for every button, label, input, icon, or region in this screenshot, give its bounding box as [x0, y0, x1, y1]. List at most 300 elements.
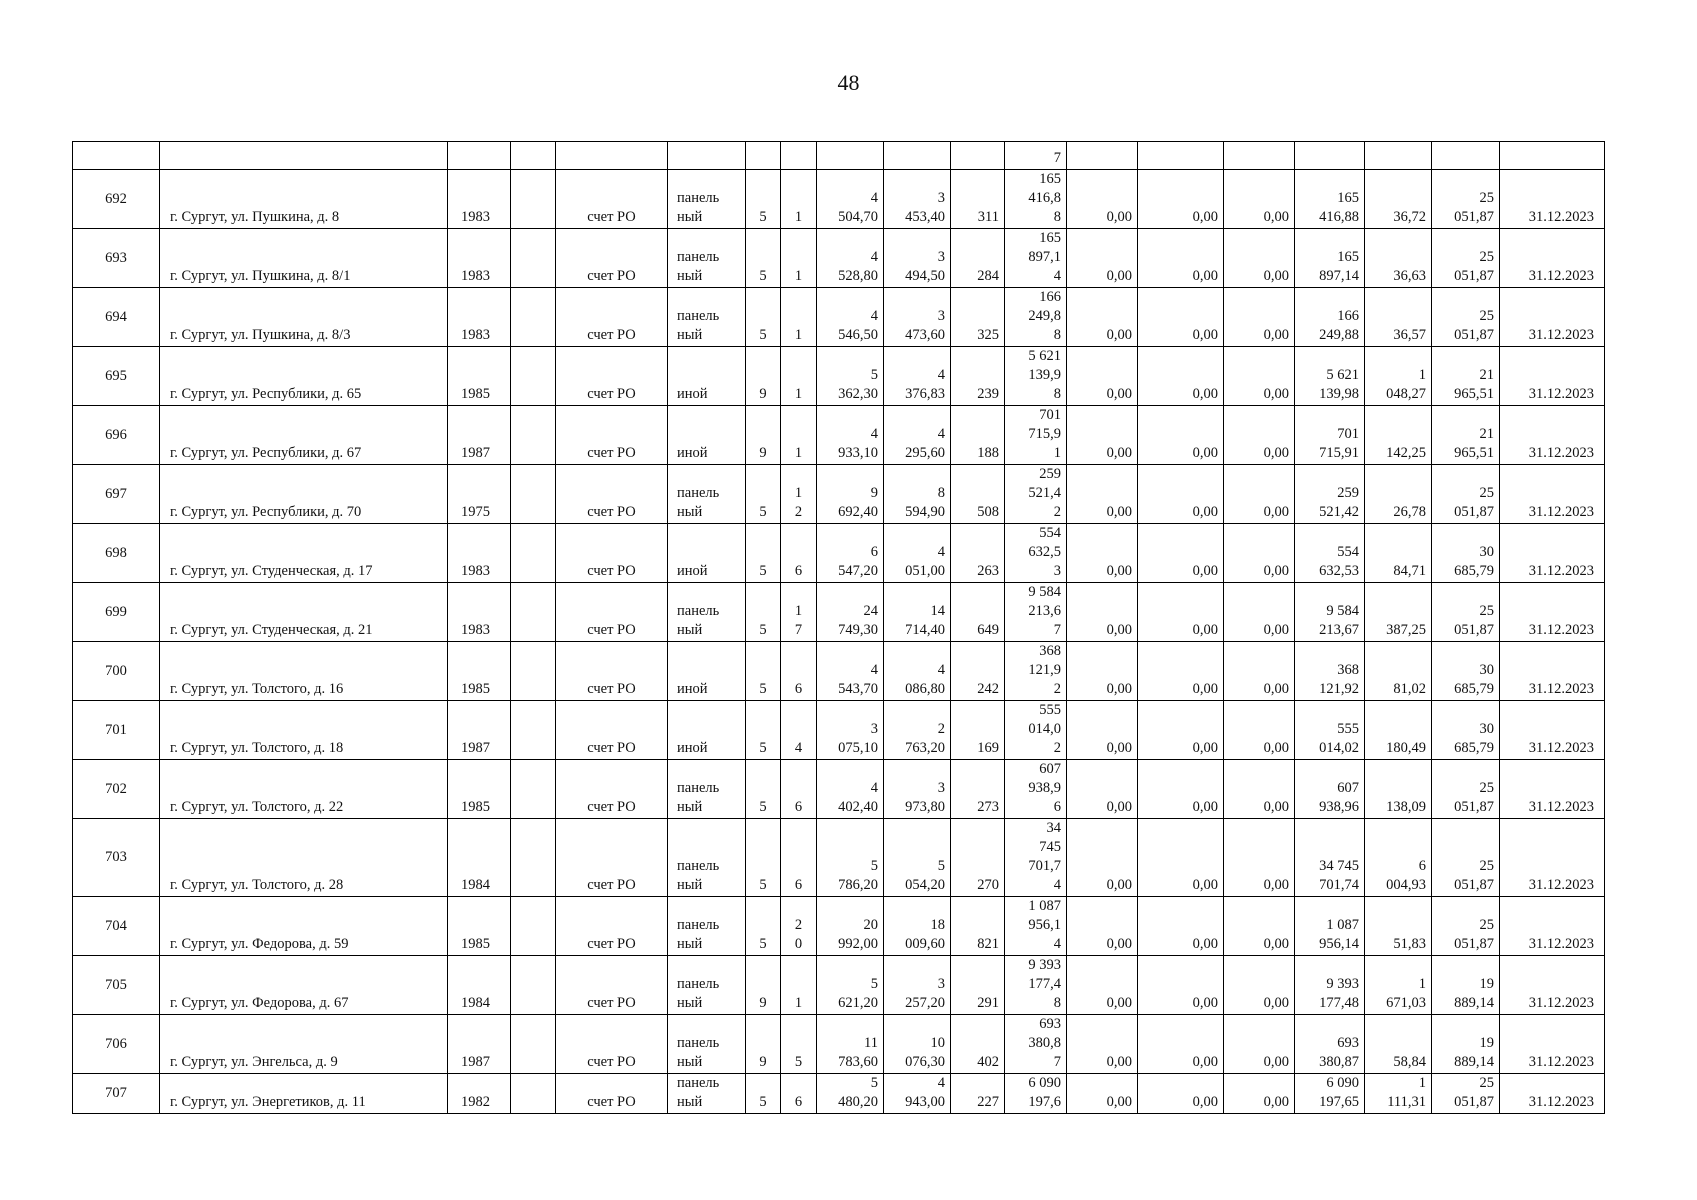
continuation-header-row	[73, 142, 1605, 170]
fund-2-cell: 0,00	[1138, 288, 1224, 347]
address-cell: г. Сургут, ул. Пушкина, д. 8	[160, 170, 448, 229]
repair-cost-line: 9 393	[1028, 957, 1061, 973]
repair-cost-cell	[1005, 347, 1067, 406]
fund-4-cell	[1295, 897, 1365, 956]
max-cost-line: 19	[1479, 1035, 1494, 1051]
living-area-line: 4	[937, 426, 945, 442]
max-cost-cell	[1432, 288, 1500, 347]
fund-4-cell	[1295, 1015, 1365, 1074]
fund-4-cell	[1295, 583, 1365, 642]
total-area-line: 5	[870, 976, 878, 992]
wall-material-line: ный	[677, 799, 703, 815]
floors-cell: 9	[746, 406, 781, 465]
specific-cost-line: 1	[1418, 367, 1426, 383]
total-area-line: 402,40	[838, 799, 878, 815]
repair-cost-line: 8	[1053, 327, 1061, 343]
max-cost-line: 25	[1479, 917, 1494, 933]
entrances-line: 6	[794, 681, 803, 697]
max-cost-line: 30	[1479, 662, 1494, 678]
row-number-cell: 699	[73, 583, 160, 642]
fund-4-line: 121,92	[1319, 681, 1359, 697]
wall-material-cell	[668, 583, 746, 642]
fund-1-cell: 0,00	[1067, 583, 1138, 642]
wall-material-line: панель	[677, 780, 720, 796]
repair-cost-line: 259	[1039, 466, 1061, 482]
living-area-cell	[884, 1074, 951, 1114]
wall-material-cell	[668, 288, 746, 347]
fund-4-cell	[1295, 347, 1365, 406]
total-area-line: 5	[870, 1075, 878, 1091]
total-area-cell	[817, 288, 884, 347]
living-area-cell	[884, 406, 951, 465]
entrances-cell	[781, 170, 817, 229]
max-cost-line: 21	[1479, 426, 1494, 442]
table-row	[73, 701, 1605, 760]
fund-3-cell: 0,00	[1224, 1015, 1295, 1074]
max-cost-line: 25	[1479, 190, 1494, 206]
living-area-cell	[884, 642, 951, 701]
account-type-cell: счет РО	[556, 760, 668, 819]
total-area-line: 692,40	[838, 504, 878, 520]
wall-material-line: ный	[677, 1094, 703, 1110]
address-cell: г. Сургут, ул. Студенческая, д. 21	[160, 583, 448, 642]
repair-cost-line: 6	[1053, 799, 1061, 815]
deadline-date-cell: 31.12.2023	[1500, 897, 1605, 956]
repair-cost-line: 7	[1053, 622, 1061, 638]
account-type-cell: счет РО	[556, 524, 668, 583]
fund-4-line: 693	[1337, 1035, 1359, 1051]
empty-cell	[511, 229, 556, 288]
repair-cost-cell	[1005, 819, 1067, 897]
address-cell: г. Сургут, ул. Толстого, д. 28	[160, 819, 448, 897]
total-area-line: 11	[864, 1035, 878, 1051]
specific-cost-cell: 81,02	[1365, 642, 1432, 701]
repair-cost-line: 165	[1039, 230, 1061, 246]
wall-material-line: ный	[677, 327, 703, 343]
repair-cost-line: 5 621	[1028, 348, 1061, 364]
total-area-cell	[817, 1015, 884, 1074]
build-year-cell: 1983	[448, 524, 511, 583]
repair-cost-cell	[1005, 760, 1067, 819]
total-area-line: 5	[870, 367, 878, 383]
entrances-line: 1	[794, 327, 803, 343]
specific-cost-line: 004,93	[1386, 877, 1426, 893]
max-cost-line: 051,87	[1454, 799, 1494, 815]
wall-material-line: панель	[677, 976, 720, 992]
total-area-line: 933,10	[838, 445, 878, 461]
fund-3-cell: 0,00	[1224, 170, 1295, 229]
specific-cost-cell: 138,09	[1365, 760, 1432, 819]
address-cell: г. Сургут, ул. Энгельса, д. 9	[160, 1015, 448, 1074]
residents-cell: 291	[951, 956, 1005, 1015]
total-area-line: 6	[870, 544, 878, 560]
fund-3-cell: 0,00	[1224, 524, 1295, 583]
deadline-date-cell: 31.12.2023	[1500, 701, 1605, 760]
fund-4-line: 34 745	[1319, 858, 1359, 874]
wall-material-cell	[668, 760, 746, 819]
build-year-cell: 1982	[448, 1074, 511, 1114]
empty-cell	[511, 642, 556, 701]
address-cell: г. Сургут, ул. Толстого, д. 18	[160, 701, 448, 760]
max-cost-line: 30	[1479, 544, 1494, 560]
deadline-date-cell: 31.12.2023	[1500, 760, 1605, 819]
repair-cost-cell	[1005, 897, 1067, 956]
repair-cost-line: 8	[1053, 995, 1061, 1011]
row-number-cell: 694	[73, 288, 160, 347]
total-area-line: 4	[870, 308, 878, 324]
row-number-cell: 693	[73, 229, 160, 288]
fund-4-line: 177,48	[1319, 995, 1359, 1011]
row-number-cell: 696	[73, 406, 160, 465]
wall-material-line: ный	[677, 995, 703, 1011]
table-row	[73, 465, 1605, 524]
wall-material-cell	[668, 701, 746, 760]
residents-cell: 821	[951, 897, 1005, 956]
specific-cost-cell	[1365, 819, 1432, 897]
fund-2-cell: 0,00	[1138, 819, 1224, 897]
fund-3-cell: 0,00	[1224, 760, 1295, 819]
wall-material-line: ный	[677, 504, 703, 520]
residents-cell: 402	[951, 1015, 1005, 1074]
max-cost-line: 685,79	[1454, 740, 1494, 756]
table-row	[73, 897, 1605, 956]
fund-4-line: 701,74	[1319, 877, 1359, 893]
max-cost-cell	[1432, 170, 1500, 229]
repair-cost-line: 956,1	[1028, 917, 1061, 933]
row-number-cell: 704	[73, 897, 160, 956]
living-area-cell	[884, 170, 951, 229]
repair-cost-cell	[1005, 956, 1067, 1015]
entrances-line: 6	[794, 799, 803, 815]
living-area-line: 257,20	[905, 995, 945, 1011]
fund-3-cell: 0,00	[1224, 347, 1295, 406]
wall-material-cell	[668, 897, 746, 956]
fund-4-cell	[1295, 288, 1365, 347]
fund-1-cell: 0,00	[1067, 170, 1138, 229]
fund-4-cell	[1295, 956, 1365, 1015]
living-area-line: 973,80	[905, 799, 945, 815]
fund-4-line: 897,14	[1319, 268, 1359, 284]
entrances-cell	[781, 288, 817, 347]
fund-4-line: 416,88	[1319, 209, 1359, 225]
fund-3-cell: 0,00	[1224, 701, 1295, 760]
max-cost-line: 685,79	[1454, 681, 1494, 697]
living-area-cell	[884, 465, 951, 524]
total-area-cell	[817, 229, 884, 288]
living-area-line: 4	[937, 1075, 945, 1091]
fund-4-cell	[1295, 229, 1365, 288]
fund-4-line: 5 621	[1326, 367, 1359, 383]
living-area-line: 14	[930, 603, 945, 619]
total-area-line: 362,30	[838, 386, 878, 402]
specific-cost-cell: 36,63	[1365, 229, 1432, 288]
floors-cell: 5	[746, 642, 781, 701]
total-area-line: 528,80	[838, 268, 878, 284]
residents-cell: 649	[951, 583, 1005, 642]
residents-cell: 227	[951, 1074, 1005, 1114]
max-cost-cell	[1432, 465, 1500, 524]
build-year-cell: 1985	[448, 897, 511, 956]
fund-1-cell: 0,00	[1067, 701, 1138, 760]
account-type-cell: счет РО	[556, 897, 668, 956]
max-cost-line: 25	[1479, 308, 1494, 324]
fund-4-line: 213,67	[1319, 622, 1359, 638]
max-cost-line: 25	[1479, 858, 1494, 874]
floors-cell: 9	[746, 347, 781, 406]
fund-2-cell: 0,00	[1138, 229, 1224, 288]
living-area-line: 3	[937, 190, 945, 206]
fund-2-cell: 0,00	[1138, 701, 1224, 760]
wall-material-cell	[668, 1015, 746, 1074]
entrances-line: 1	[794, 209, 803, 225]
residents-cell: 270	[951, 819, 1005, 897]
entrances-line: 6	[794, 563, 803, 579]
fund-4-cell	[1295, 819, 1365, 897]
wall-material-line: панель	[677, 1075, 720, 1091]
address-cell: г. Сургут, ул. Толстого, д. 22	[160, 760, 448, 819]
entrances-line: 1	[794, 995, 803, 1011]
entrances-cell	[781, 465, 817, 524]
total-area-line: 4	[870, 662, 878, 678]
wall-material-cell	[668, 524, 746, 583]
row-number-cell: 706	[73, 1015, 160, 1074]
living-area-cell	[884, 897, 951, 956]
max-cost-line: 051,87	[1454, 327, 1494, 343]
living-area-line: 10	[930, 1035, 945, 1051]
living-area-line: 18	[930, 917, 945, 933]
empty-cell	[511, 819, 556, 897]
max-cost-cell	[1432, 642, 1500, 701]
repair-cost-line: 139,9	[1028, 367, 1061, 383]
table-row	[73, 524, 1605, 583]
living-area-cell	[884, 956, 951, 1015]
address-cell: г. Сургут, ул. Студенческая, д. 17	[160, 524, 448, 583]
account-type-cell: счет РО	[556, 465, 668, 524]
deadline-date-cell: 31.12.2023	[1500, 819, 1605, 897]
repair-cost-cell	[1005, 288, 1067, 347]
fund-4-cell	[1295, 1074, 1365, 1114]
account-type-cell: счет РО	[556, 642, 668, 701]
row-number-cell: 705	[73, 956, 160, 1015]
deadline-date-cell: 31.12.2023	[1500, 465, 1605, 524]
fund-4-cell	[1295, 465, 1365, 524]
repair-cost-cell	[1005, 170, 1067, 229]
max-cost-line: 051,87	[1454, 936, 1494, 952]
fund-2-cell: 0,00	[1138, 897, 1224, 956]
repair-cost-line: 715,9	[1028, 426, 1061, 442]
account-type-cell: счет РО	[556, 170, 668, 229]
floors-cell: 5	[746, 465, 781, 524]
specific-cost-cell: 36,57	[1365, 288, 1432, 347]
residents-cell: 188	[951, 406, 1005, 465]
repair-cost-line: 177,4	[1028, 976, 1061, 992]
total-area-line: 992,00	[838, 936, 878, 952]
total-area-line: 075,10	[838, 740, 878, 756]
empty-cell	[511, 288, 556, 347]
row-number-cell: 702	[73, 760, 160, 819]
residents-cell: 508	[951, 465, 1005, 524]
fund-4-line: 715,91	[1319, 445, 1359, 461]
repair-cost-line: 632,5	[1028, 544, 1061, 560]
fund-2-cell: 0,00	[1138, 1015, 1224, 1074]
floors-cell: 5	[746, 524, 781, 583]
specific-cost-line: 1	[1418, 976, 1426, 992]
fund-1-cell: 0,00	[1067, 956, 1138, 1015]
max-cost-line: 051,87	[1454, 622, 1494, 638]
repair-cost-line: 4	[1053, 268, 1061, 284]
address-cell: г. Сургут, ул. Федорова, д. 59	[160, 897, 448, 956]
entrances-line: 2	[794, 504, 803, 520]
repair-cost-line: 8	[1053, 209, 1061, 225]
entrances-cell	[781, 1074, 817, 1114]
entrances-line: 2	[794, 917, 803, 933]
max-cost-line: 685,79	[1454, 563, 1494, 579]
living-area-cell	[884, 229, 951, 288]
entrances-cell	[781, 956, 817, 1015]
residents-cell: 239	[951, 347, 1005, 406]
wall-material-cell	[668, 229, 746, 288]
fund-4-line: 259	[1337, 485, 1359, 501]
entrances-line: 6	[794, 877, 803, 893]
row-number-cell: 695	[73, 347, 160, 406]
repair-cost-cell	[1005, 1074, 1067, 1114]
repair-cost-line: 4	[1053, 877, 1061, 893]
fund-1-cell: 0,00	[1067, 1015, 1138, 1074]
specific-cost-line: 1	[1418, 1075, 1426, 1091]
entrances-line: 1	[794, 603, 803, 619]
specific-cost-cell: 387,25	[1365, 583, 1432, 642]
floors-cell: 5	[746, 170, 781, 229]
address-cell: г. Сургут, ул. Толстого, д. 16	[160, 642, 448, 701]
repair-cost-line: 7	[1053, 1054, 1061, 1070]
repair-cost-line: 416,8	[1028, 190, 1061, 206]
fund-2-cell: 0,00	[1138, 583, 1224, 642]
fund-4-line: 197,65	[1319, 1094, 1359, 1110]
repair-cost-line: 554	[1039, 525, 1061, 541]
deadline-date-cell: 31.12.2023	[1500, 524, 1605, 583]
address-cell: г. Сургут, ул. Пушкина, д. 8/1	[160, 229, 448, 288]
total-area-line: 543,70	[838, 681, 878, 697]
wall-material-line: панель	[677, 858, 720, 874]
living-area-line: 4	[937, 662, 945, 678]
wall-material-line: иной	[677, 681, 708, 697]
address-cell: г. Сургут, ул. Энергетиков, д. 11	[160, 1074, 448, 1114]
fund-1-cell: 0,00	[1067, 465, 1138, 524]
account-type-cell: счет РО	[556, 956, 668, 1015]
wall-material-cell	[668, 1074, 746, 1114]
total-area-line: 4	[870, 249, 878, 265]
wall-material-line: иной	[677, 740, 708, 756]
table-row	[73, 1015, 1605, 1074]
living-area-line: 5	[937, 858, 945, 874]
wall-material-cell	[668, 347, 746, 406]
max-cost-line: 051,87	[1454, 209, 1494, 225]
residents-cell: 169	[951, 701, 1005, 760]
living-area-line: 763,20	[905, 740, 945, 756]
repair-cost-line: 2	[1053, 740, 1061, 756]
build-year-cell: 1975	[448, 465, 511, 524]
deadline-date-cell: 31.12.2023	[1500, 1015, 1605, 1074]
max-cost-cell	[1432, 701, 1500, 760]
floors-cell: 5	[746, 701, 781, 760]
total-area-cell	[817, 170, 884, 229]
wall-material-line: панель	[677, 308, 720, 324]
total-area-cell	[817, 583, 884, 642]
total-area-line: 3	[870, 721, 878, 737]
entrances-cell	[781, 642, 817, 701]
wall-material-line: ный	[677, 936, 703, 952]
row-number-cell: 707	[73, 1074, 160, 1114]
fund-1-cell: 0,00	[1067, 347, 1138, 406]
repair-cost-line: 701,7	[1028, 858, 1061, 874]
fund-4-line: 380,87	[1319, 1054, 1359, 1070]
specific-cost-cell: 84,71	[1365, 524, 1432, 583]
fund-4-line: 1 087	[1326, 917, 1359, 933]
table-row	[73, 819, 1605, 897]
wall-material-cell	[668, 170, 746, 229]
max-cost-line: 889,14	[1454, 995, 1494, 1011]
max-cost-line: 21	[1479, 367, 1494, 383]
fund-4-line: 607	[1337, 780, 1359, 796]
living-area-line: 054,20	[905, 877, 945, 893]
total-area-line: 480,20	[838, 1094, 878, 1110]
deadline-date-cell: 31.12.2023	[1500, 288, 1605, 347]
empty-cell	[511, 465, 556, 524]
repair-cost-cell	[1005, 406, 1067, 465]
row-number-cell: 692	[73, 170, 160, 229]
housing-registry-table	[72, 141, 1605, 1114]
entrances-line: 1	[794, 485, 803, 501]
specific-cost-line: 6	[1418, 858, 1426, 874]
entrances-line: 5	[794, 1054, 803, 1070]
fund-4-cell	[1295, 170, 1365, 229]
fund-4-cell	[1295, 760, 1365, 819]
fund-1-cell: 0,00	[1067, 1074, 1138, 1114]
fund-3-cell: 0,00	[1224, 406, 1295, 465]
account-type-cell: счет РО	[556, 347, 668, 406]
living-area-line: 376,83	[905, 386, 945, 402]
empty-cell	[511, 170, 556, 229]
row-number-cell: 703	[73, 819, 160, 897]
fund-3-cell: 0,00	[1224, 288, 1295, 347]
specific-cost-cell: 58,84	[1365, 1015, 1432, 1074]
repair-cost-line: 4	[1053, 936, 1061, 952]
deadline-date-cell: 31.12.2023	[1500, 642, 1605, 701]
living-area-cell	[884, 583, 951, 642]
row-number-cell: 701	[73, 701, 160, 760]
fund-2-cell: 0,00	[1138, 524, 1224, 583]
table-row	[73, 1074, 1605, 1114]
table-row	[73, 229, 1605, 288]
specific-cost-cell: 142,25	[1365, 406, 1432, 465]
entrances-cell	[781, 1015, 817, 1074]
floors-cell: 9	[746, 956, 781, 1015]
empty-cell	[511, 1015, 556, 1074]
specific-cost-cell	[1365, 347, 1432, 406]
residents-cell: 263	[951, 524, 1005, 583]
living-area-cell	[884, 819, 951, 897]
living-area-line: 453,40	[905, 209, 945, 225]
living-area-cell	[884, 524, 951, 583]
entrances-line: 6	[794, 1094, 803, 1110]
entrances-cell	[781, 406, 817, 465]
living-area-line: 3	[937, 308, 945, 324]
residents-cell: 311	[951, 170, 1005, 229]
living-area-cell	[884, 1015, 951, 1074]
total-area-line: 547,20	[838, 563, 878, 579]
empty-cell	[511, 956, 556, 1015]
entrances-cell	[781, 819, 817, 897]
